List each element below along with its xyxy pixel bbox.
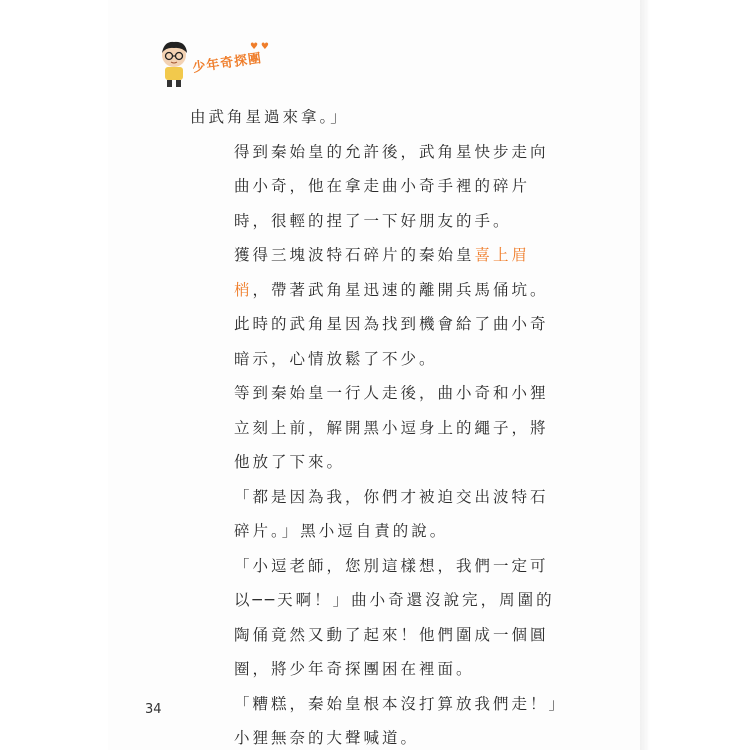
highlighted-idiom: 喜上眉梢 [234,246,531,299]
hearts-decoration: ♥ ♥ [250,42,269,52]
text-segment: 獲得三塊波特石碎片的秦始皇 [234,246,475,264]
story-paragraph [190,480,560,549]
story-paragraph [190,549,560,687]
story-text [190,100,560,756]
text-segment: 「糟糕，秦始皇根本沒打算放我們走！」小狸無奈的大聲喊道。 [234,694,560,747]
text-segment: 「都是因為我，你們才被迫交出波特石碎片。」黑小逗自責的說。 [234,487,549,540]
page-edge-shadow [640,0,650,750]
page-number: 34 [145,702,162,717]
story-paragraph [190,100,560,135]
text-segment: 得到秦始皇的允許後，武角星快步走向曲小奇，他在拿走曲小奇手裡的碎片時，很輕的捏了一下好朋友的手。 [234,142,549,230]
text-segment: 「小逗老師，您別這樣想，我們一定可以──天啊！」曲小奇還沒說完，周圍的陶俑竟然又動了起來！他們圍成一個圓圈，將少年奇探團困在裡面。 [234,556,555,678]
text-segment: ，帶著武角星迅速的離開兵馬俑坑。此時的武角星因為找到機會給了曲小奇暗示，心情放鬆了不少。 [234,280,549,368]
text-segment: 等到秦始皇一行人走後，曲小奇和小狸立刻上前，解開黑小逗身上的繩子，將他放了下來。 [234,384,549,471]
story-paragraph [190,238,560,376]
story-paragraph [190,687,560,756]
story-paragraph [190,135,560,239]
story-paragraph [190,376,560,480]
boy-with-glasses-icon [156,40,192,88]
page-header [156,40,356,90]
text-segment: 由武角星過來拿。」 [190,108,349,126]
series-title: 少年奇探團 [191,51,263,76]
